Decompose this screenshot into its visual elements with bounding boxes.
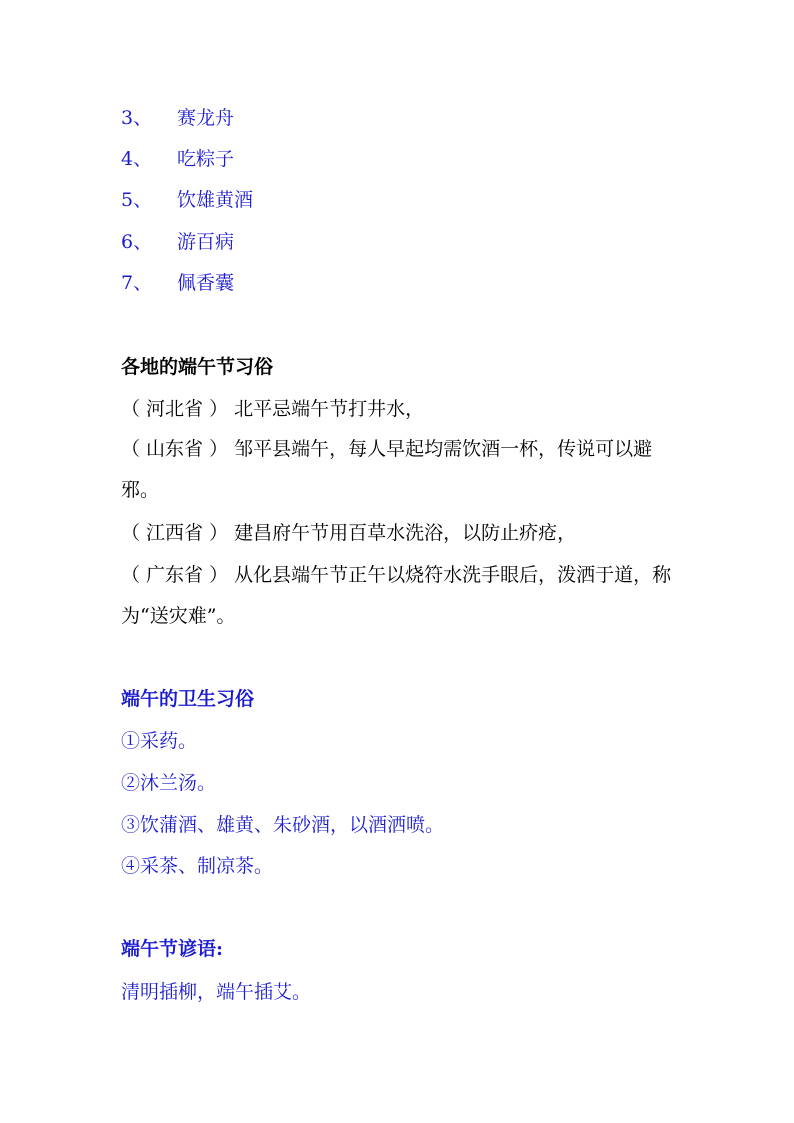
list-item-number: 3、 — [121, 107, 153, 129]
list-item-3 — [121, 106, 234, 130]
list-item-number: 7、 — [121, 272, 153, 294]
hygiene-item: ①采药。 — [121, 730, 198, 752]
regional-shandong: （ 山东省 ） 邹平县端午，每人早起均需饮酒一杯，传说可以避邪。 — [121, 438, 653, 501]
list-item-7 — [121, 271, 234, 295]
hygiene-item: ②沐兰汤。 — [121, 772, 217, 794]
list-item-5 — [121, 188, 253, 212]
regional-guangdong: （ 广东省 ） 从化县端午节正午以烧符水洗手眼后，泼洒于道，称为“送灾难”。 — [121, 564, 672, 627]
hygiene-heading: 端午的卫生习俗 — [121, 688, 255, 710]
regional-jiangxi: （ 江西省 ） 建昌府午节用百草水洗浴，以防止疥疮， — [121, 522, 577, 544]
list-item-6 — [121, 230, 234, 254]
regional-hebei: （ 河北省 ） 北平忌端午节打井水， — [121, 398, 425, 420]
list-item-text: 饮雄黄酒 — [177, 189, 254, 211]
list-item-number: 5、 — [121, 189, 153, 211]
list-item-text: 佩香囊 — [177, 272, 235, 294]
list-item-number: 6、 — [121, 231, 153, 253]
hygiene-item: ④采茶、制凉茶。 — [121, 855, 274, 877]
regional-heading: 各地的端午节习俗 — [121, 356, 274, 378]
list-item-text: 赛龙舟 — [177, 107, 235, 129]
list-item-text: 游百病 — [177, 231, 235, 253]
list-item-number: 4、 — [121, 148, 153, 170]
proverb-text: 清明插柳，端午插艾。 — [121, 981, 312, 1003]
list-item-4 — [121, 147, 234, 171]
hygiene-item: ③饮蒲酒、雄黄、朱砂酒，以酒洒喷。 — [121, 814, 445, 836]
list-item-text: 吃粽子 — [177, 148, 235, 170]
proverb-heading: 端午节谚语: — [121, 938, 224, 960]
